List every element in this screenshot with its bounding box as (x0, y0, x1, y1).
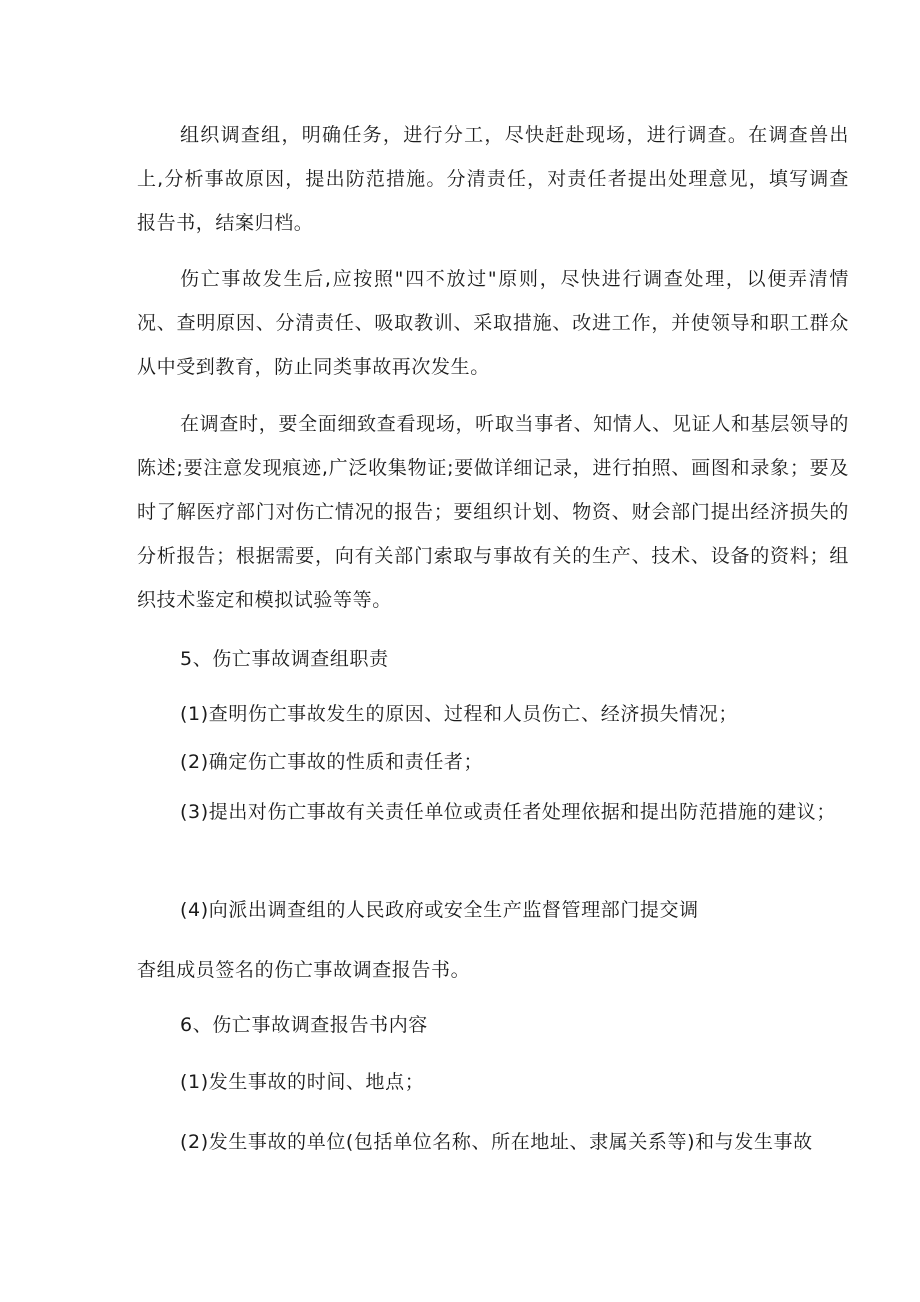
section-6-heading: 6、伤亡事故调查报告书内容 (180, 1014, 428, 1036)
paragraph-four-no-release: 伤亡事故发生后,应按照"四不放过"原则，尽快进行调查处理，以便弄清情况、查明原因、分清责任、吸取教训、采取措施、改进工作，并使领导和职工群众从中受到教育，防止同类事故再次发生。 (137, 268, 849, 378)
section-6-item-2: (2)发生事故的单位(包括单位名称、所在地址、隶属关系等)和与发生事故 (180, 1131, 813, 1153)
section-5-item-1: (1)查明伤亡事故发生的原因、过程和人员伤亡、经济损失情况； (180, 703, 738, 725)
section-5-heading: 5、伤亡事故调查组职责 (180, 648, 389, 670)
paragraph-investigation-team: 组织调查组，明确任务，进行分工，尽快赶赴现场，进行调查。在调查兽出上,分析事故原因，提出防范措施。分清责任，对责任者提出处理意见，填写调查报告书，结案归档。 (137, 124, 849, 234)
section-5-item-3: (3)提出对伤亡事故有关责任单位或责任者处理依据和提出防范措施的建议； (180, 801, 836, 823)
paragraph-investigation-process: 在调查时，要全面细致查看现场，听取当事者、知情人、见证人和基层领导的陈述;要注意发现痕迹,广泛收集物证;要做详细记录，进行拍照、画图和录象；要及时了解医疗部门对伤亡情况的报告；要组织计划、物资、财会部门提出经济损失的分析报告；根据需要，向有关部门索取与事故有关的生产、技术、设备的资料；组织技术鉴定和模拟试验等等。 (137, 413, 849, 611)
section-5-item-2: (2)确定伤亡事故的性质和责任者； (180, 751, 484, 773)
section-6-item-1: (1)发生事故的时间、地点； (180, 1071, 425, 1093)
section-5-item-4: (4)向派出调查组的人民政府或安全生产监督管理部门提交调 (180, 899, 699, 921)
section-5-item-4-continuation: 杳组成员签名的伤亡事故调查报告书。 (137, 959, 471, 981)
